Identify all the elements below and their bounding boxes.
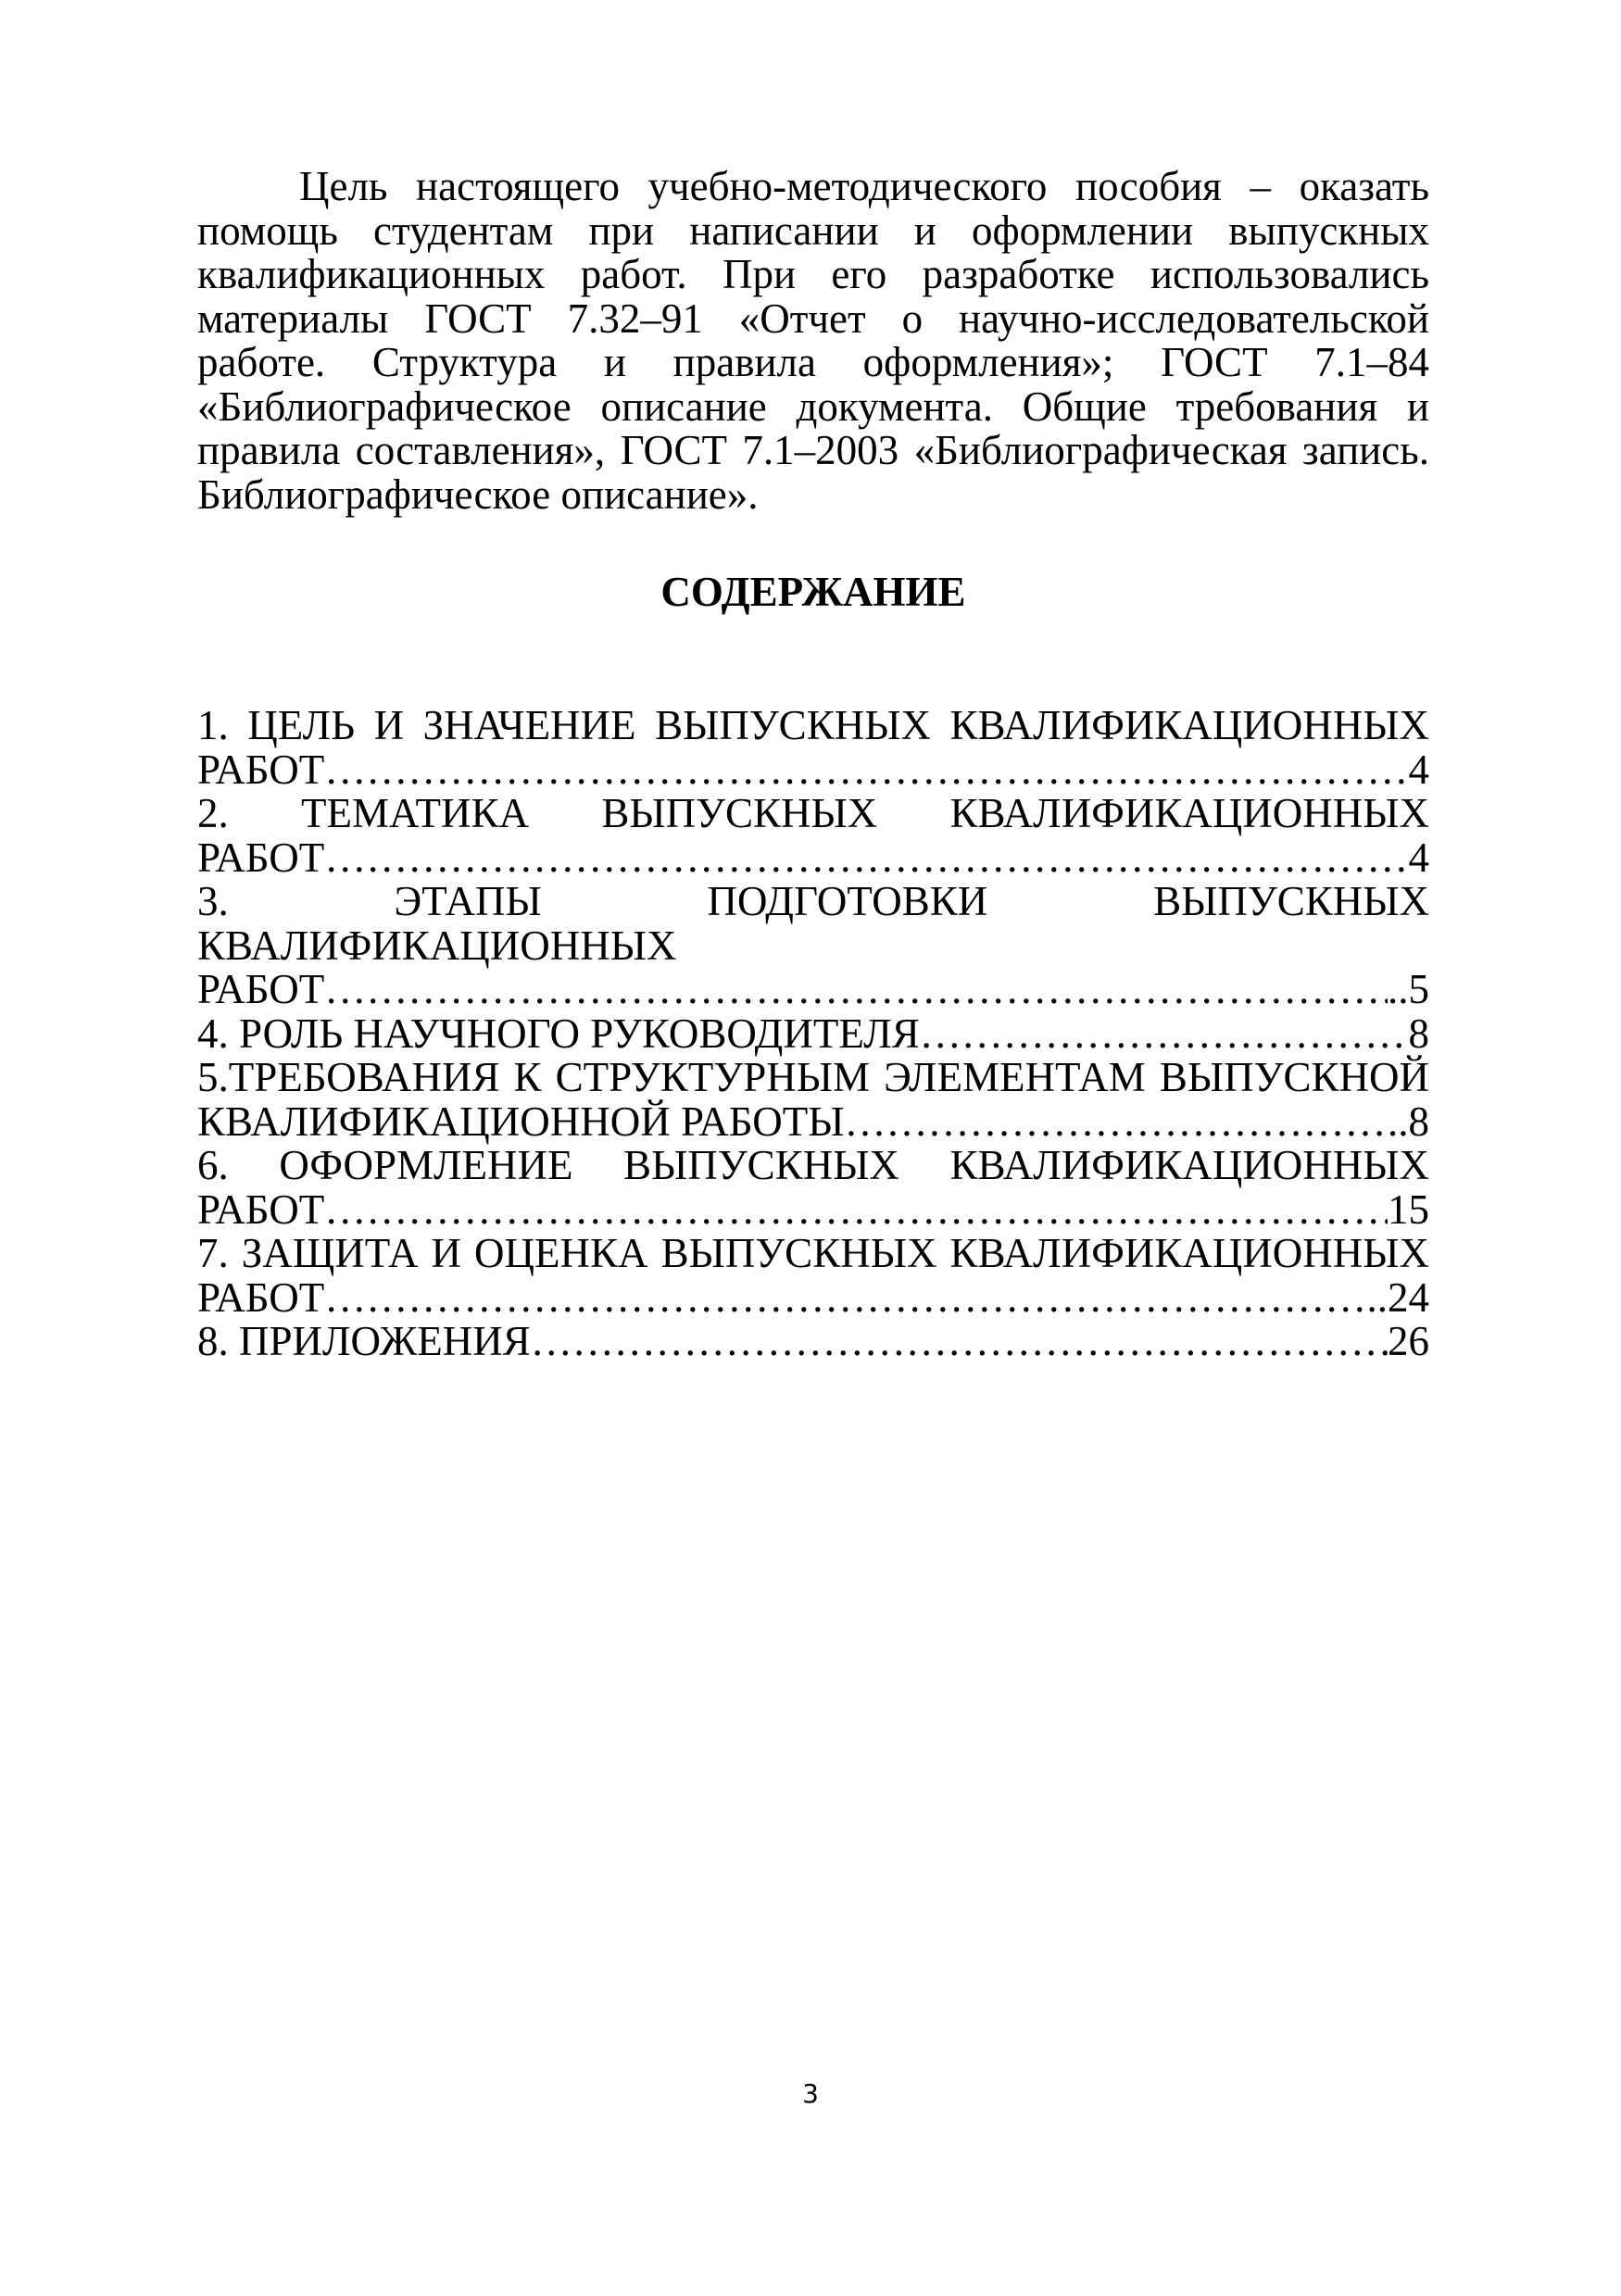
toc-entry-title-cont: РАБОТ: [197, 1273, 325, 1321]
toc-entry-title-cont: РАБОТ: [197, 1186, 325, 1233]
toc-entry-title: 5.ТРЕБОВАНИЯ К СТРУКТУРНЫМ ЭЛЕМЕНТАМ ВЫПУСКНОЙ: [197, 1054, 1429, 1100]
toc-page-number: ..8: [1388, 1098, 1429, 1145]
toc-entry-3: [197, 880, 1429, 1012]
dot-leader: [324, 1276, 1366, 1321]
toc-entry-6: [197, 1144, 1429, 1232]
toc-entry-title: 4. РОЛЬ НАУЧНОГО РУКОВОДИТЕЛЯ: [197, 1010, 920, 1057]
toc-page-number: 4: [1408, 834, 1429, 881]
toc-entry-title: 2. ТЕМАТИКА ВЫПУСКНЫХ КВАЛИФИКАЦИОННЫХ: [197, 790, 1429, 836]
page-content: [197, 165, 1429, 1364]
dot-leader: [531, 1320, 1388, 1364]
dot-leader: [324, 1188, 1388, 1233]
toc-entry-title-cont: КВАЛИФИКАЦИОННОЙ РАБОТЫ: [197, 1098, 845, 1145]
toc-page-number: 15: [1388, 1186, 1429, 1233]
dot-leader: [845, 1100, 1388, 1145]
table-of-contents: [197, 704, 1429, 1364]
intro-paragraph: Цель настоящего учебно-методического пособия – оказать помощь студентам при написании и оформлении выпускных квалификационных работ. При его разработке использовались материалы ГОСТ 7.32–91 «Отчет о научно-исследовательской работе. Структура и правила оформления»; ГОСТ 7.1–84 «Библиографическое описание документа. Общие требования и правила составления», ГОСТ 7.1–2003 «Библиографическая запись. Библиографическое описание».: [197, 163, 1429, 518]
dot-leader: [324, 836, 1408, 881]
toc-entry-title: 6. ОФОРМЛЕНИЕ ВЫПУСКНЫХ КВАЛИФИКАЦИОННЫХ: [197, 1142, 1429, 1188]
dot-leader: [324, 968, 1388, 1012]
toc-page-number: ..5: [1388, 966, 1429, 1012]
toc-entry-8: [197, 1320, 1429, 1364]
toc-entry-title: 7. ЗАЩИТА И ОЦЕНКА ВЫПУСКНЫХ КВАЛИФИКАЦИОННЫХ: [197, 1230, 1429, 1276]
toc-page-number: 8: [1408, 1010, 1429, 1057]
toc-heading: СОДЕРЖАНИЕ: [660, 569, 966, 615]
toc-entry-2: [197, 792, 1429, 880]
page-number: 3: [802, 2078, 819, 2109]
toc-entry-title-cont: РАБОТ: [197, 834, 325, 881]
toc-entry-1: [197, 704, 1429, 792]
toc-entry-title: 3. ЭТАПЫ ПОДГОТОВКИ ВЫПУСКНЫХ КВАЛИФИКАЦИОННЫХ: [197, 878, 1429, 969]
toc-entry-title: 8. ПРИЛОЖЕНИЯ: [197, 1318, 531, 1364]
toc-page-number: 4: [1408, 746, 1429, 793]
dot-leader: [920, 1012, 1409, 1057]
toc-entry-7: [197, 1232, 1429, 1320]
toc-entry-title-cont: РАБОТ: [197, 966, 325, 1012]
toc-entry-5: [197, 1056, 1429, 1144]
dot-leader: [324, 748, 1408, 793]
toc-page-number: ..24: [1366, 1273, 1429, 1321]
toc-entry-title: 1. ЦЕЛЬ И ЗНАЧЕНИЕ ВЫПУСКНЫХ КВАЛИФИКАЦИОННЫХ: [197, 702, 1429, 748]
toc-entry-4: [197, 1012, 1429, 1057]
toc-page-number: 26: [1388, 1318, 1429, 1364]
toc-entry-title-cont: РАБОТ: [197, 746, 325, 793]
